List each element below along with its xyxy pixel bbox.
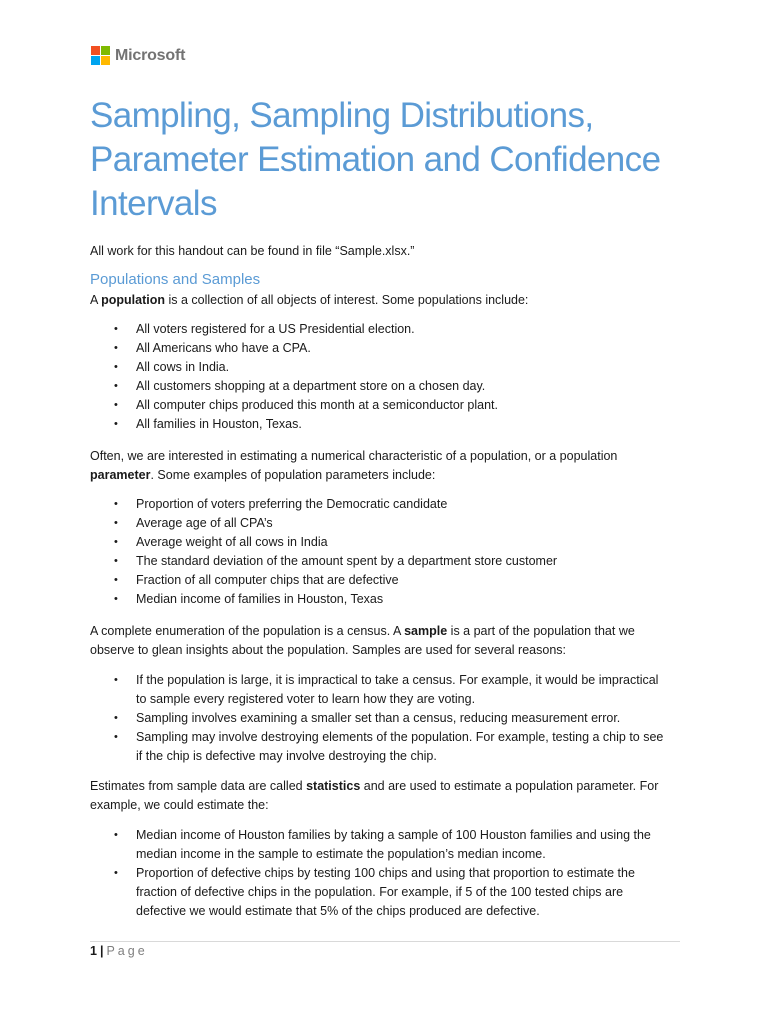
text-run: is a part of the population that we <box>447 624 635 638</box>
list-item-text: Sampling involves examining a smaller set than a census, reducing measurement error. <box>136 711 621 725</box>
footer-separator: | <box>99 944 104 958</box>
list-item-text: All cows in India. <box>136 360 230 374</box>
paragraph-line: example, we could estimate the: <box>90 798 269 812</box>
list-item-text: All customers shopping at a department store on a chosen day. <box>136 379 486 393</box>
list-item-text: Proportion of defective chips by testing 100 chips and using that proportion to estimate the <box>136 866 635 880</box>
term-parameter: parameter <box>90 468 151 482</box>
estimates-list <box>90 826 686 921</box>
bullet-icon: • <box>114 361 118 373</box>
title-line: Sampling, Sampling Distributions, <box>90 96 594 135</box>
section-heading: Populations and Samples <box>90 271 261 288</box>
paragraph-population <box>90 291 686 310</box>
list-item-text: to sample every registered voter to learn how they are voting. <box>136 692 476 706</box>
bullet-icon: • <box>114 574 118 586</box>
page-footer <box>90 944 148 958</box>
text-run: . Some examples of population parameters include: <box>150 468 436 482</box>
list-item-text: Average weight of all cows in India <box>136 535 328 549</box>
bullet-icon: • <box>114 380 118 392</box>
bullet-icon: • <box>114 517 118 529</box>
list-item-text: The standard deviation of the amount spent by a department store customer <box>136 554 558 568</box>
list-item-text: All families in Houston, Texas. <box>136 417 302 431</box>
parameters-list <box>90 495 686 609</box>
list-item-text: if the chip is defective may involve destroying the chip. <box>136 749 437 763</box>
list-item <box>90 377 686 396</box>
bullet-icon: • <box>114 867 118 879</box>
bullet-icon: • <box>114 731 118 743</box>
list-item-text: Sampling may involve destroying elements of the population. For example, testing a chip to see <box>136 730 664 744</box>
bullet-icon: • <box>114 829 118 841</box>
reasons-list <box>90 671 686 766</box>
list-item <box>90 415 686 434</box>
list-item-text: defective we would estimate that 5% of the chips produced are defective. <box>136 904 540 918</box>
bullet-icon: • <box>114 593 118 605</box>
paragraph-sample <box>90 622 686 660</box>
list-item <box>90 495 686 514</box>
list-item <box>90 864 686 921</box>
title-line: Parameter Estimation and Confidence <box>90 140 661 179</box>
logo-square-red <box>91 46 100 55</box>
list-item-text: Average age of all CPA’s <box>136 516 273 530</box>
list-item <box>90 671 686 709</box>
bullet-icon: • <box>114 498 118 510</box>
list-item-text: If the population is large, it is impractical to take a census. For example, it would be impractical <box>136 673 659 687</box>
list-item <box>90 709 686 728</box>
list-item <box>90 552 686 571</box>
bullet-icon: • <box>114 712 118 724</box>
bullet-icon: • <box>114 399 118 411</box>
list-item-text: Proportion of voters preferring the Democratic candidate <box>136 497 448 511</box>
intro-text: All work for this handout can be found in file “Sample.xlsx.” <box>90 244 415 258</box>
list-item <box>90 533 686 552</box>
populations-list <box>90 320 686 434</box>
list-item <box>90 396 686 415</box>
text-run: A <box>90 293 102 307</box>
list-item <box>90 571 686 590</box>
logo-square-yellow <box>101 56 110 65</box>
bullet-icon: • <box>114 342 118 354</box>
term-statistics: statistics <box>306 779 361 793</box>
text-run: A complete enumeration of the population is a census. A <box>90 624 405 638</box>
list-item-text: All computer chips produced this month at a semiconductor plant. <box>136 398 498 412</box>
logo-square-blue <box>91 56 100 65</box>
bullet-icon: • <box>114 418 118 430</box>
list-item <box>90 728 686 766</box>
list-item <box>90 339 686 358</box>
bullet-icon: • <box>114 536 118 548</box>
title-line: Intervals <box>90 184 217 223</box>
list-item <box>90 358 686 377</box>
paragraph-parameter <box>90 447 686 485</box>
bullet-icon: • <box>114 323 118 335</box>
list-item-text: Fraction of all computer chips that are defective <box>136 573 399 587</box>
list-item <box>90 590 686 609</box>
windows-logo-icon <box>91 46 110 65</box>
list-item-text: All voters registered for a US Presidential election. <box>136 322 415 336</box>
text-run: is a collection of all objects of interest. Some populations include: <box>165 293 529 307</box>
list-item-text: All Americans who have a CPA. <box>136 341 311 355</box>
page-label: Page <box>106 944 148 958</box>
list-item <box>90 514 686 533</box>
list-item-text: Median income of families in Houston, Texas <box>136 592 384 606</box>
list-item <box>90 826 686 864</box>
paragraph-line: Often, we are interested in estimating a numerical characteristic of a population, or a population <box>90 449 618 463</box>
bullet-icon: • <box>114 555 118 567</box>
paragraph-line: observe to glean insights about the population. Samples are used for several reasons: <box>90 643 566 657</box>
page-number: 1 <box>90 944 97 958</box>
list-item-text: fraction of defective chips in the population. For example, if 5 of the 100 tested chips are <box>136 885 624 899</box>
logo-square-green <box>101 46 110 55</box>
text-run: and are used to estimate a population parameter. For <box>360 779 659 793</box>
footer-divider <box>90 941 680 942</box>
term-population: population <box>101 293 165 307</box>
microsoft-logo <box>91 46 185 65</box>
bullet-icon: • <box>114 674 118 686</box>
list-item-text: Median income of Houston families by taking a sample of 100 Houston families and using the <box>136 828 651 842</box>
list-item-text: median income in the sample to estimate the population’s median income. <box>136 847 546 861</box>
paragraph-statistics <box>90 777 686 815</box>
text-run: Estimates from sample data are called <box>90 779 307 793</box>
document-title <box>90 94 710 226</box>
brand-name: Microsoft <box>115 46 186 64</box>
term-sample: sample <box>404 624 448 638</box>
list-item <box>90 320 686 339</box>
